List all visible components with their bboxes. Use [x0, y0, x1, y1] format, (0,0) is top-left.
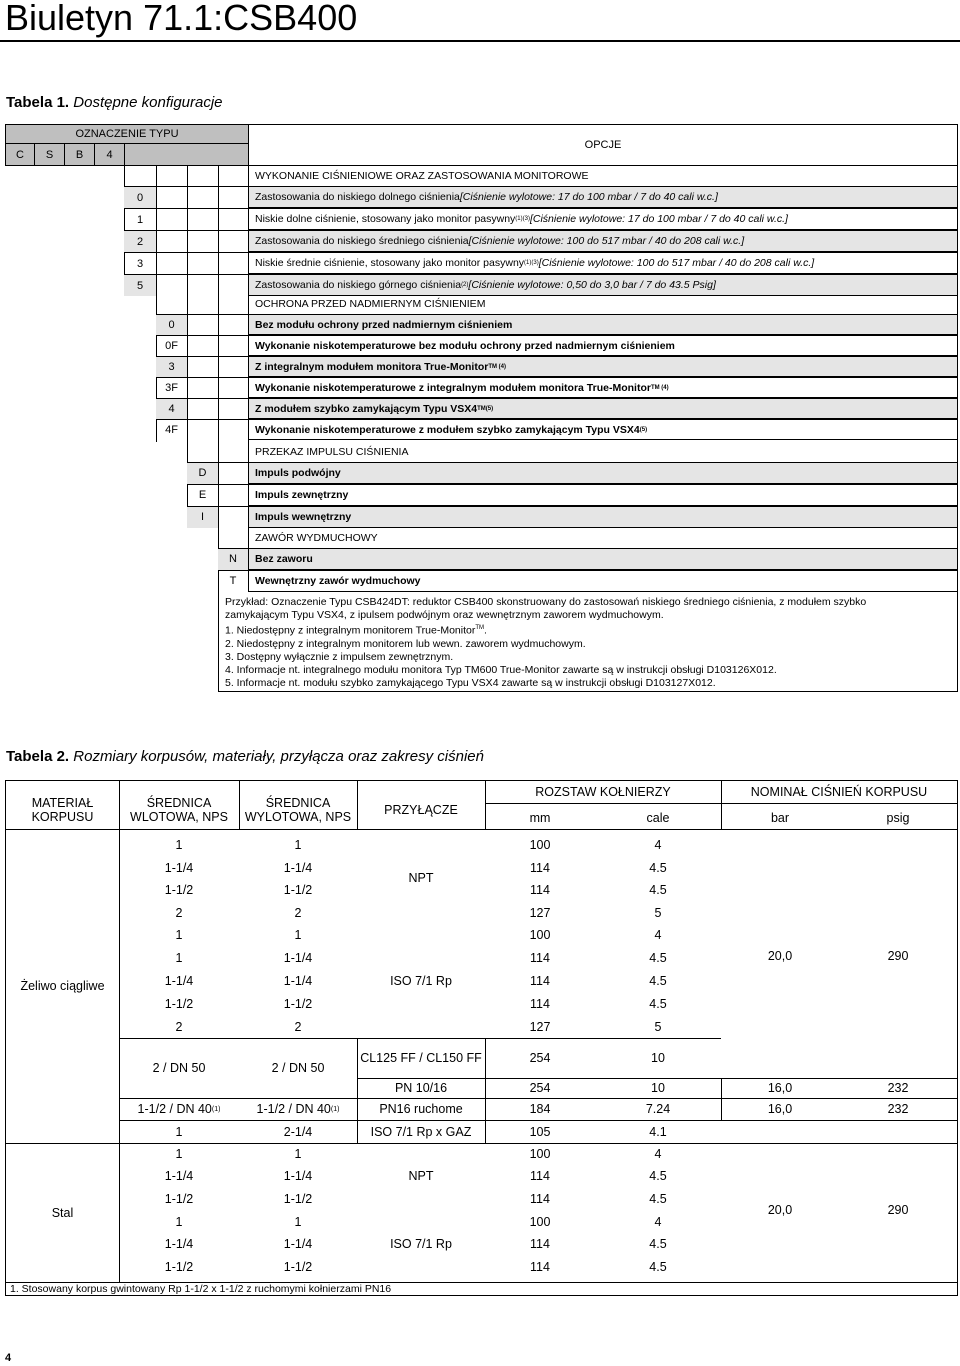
- table2-cell-inlet: 1-1/4: [164, 973, 194, 988]
- flange-in-dn50: 10: [651, 1051, 665, 1065]
- grid-line: [119, 1038, 721, 1039]
- table2-cell-inlet: 1: [175, 1147, 183, 1161]
- table2-cell-mm: 100: [529, 837, 551, 852]
- type-letter-s: S: [34, 143, 65, 166]
- rating-bar-pn: 16,0: [767, 1081, 793, 1095]
- table2-cell-in: 5: [654, 905, 662, 920]
- table2-caption-title: Rozmiary korpusów, materiały, przyłącza oraz zakresy ciśnień: [73, 748, 484, 765]
- protection-code: 0: [156, 314, 187, 335]
- outlet-dn50: 2 / DN 50: [271, 1061, 325, 1075]
- grid-line: [124, 252, 248, 253]
- table2-cell-inlet: 1-1/2: [164, 996, 194, 1011]
- table2-cell-mm: 100: [529, 1215, 551, 1229]
- header-inches: cale: [646, 810, 670, 825]
- page-number: 4: [5, 1352, 12, 1364]
- rating-bar-pn16: 16,0: [767, 1102, 793, 1116]
- protection-option: Wykonanie niskotemperaturowe z integralnym modułem monitora True-Monitor TM (4): [248, 377, 958, 398]
- rating-psig-pn16: 232: [887, 1102, 909, 1116]
- inlet-pn16: 1-1/2 / DN 40 (1): [137, 1102, 221, 1116]
- rating-bar-steel: 20,0: [767, 1203, 793, 1217]
- application-option: Zastosowania do niskiego górnego ciśnienia (2) [Ciśnienie wylotowe: 0,50 do 3,0 bar / 7 do 43.5 Psig]: [248, 274, 958, 296]
- grid-line: [156, 377, 248, 378]
- application-code: 2: [124, 230, 156, 252]
- grid-line: [124, 274, 248, 275]
- protection-code: 3: [156, 356, 187, 377]
- flange-in-gaz: 4.1: [649, 1124, 667, 1139]
- table2-caption: [6, 748, 484, 765]
- impulse-code: I: [187, 506, 218, 528]
- table2-cell-mm: 114: [530, 973, 550, 988]
- table2-cell-inlet: 1-1/4: [164, 860, 194, 875]
- section-overpressure-protection: OCHRONA PRZED NADMIERNYM CIŚNIENIEM: [255, 298, 486, 310]
- table2: [5, 780, 958, 1296]
- grid-line: [119, 1143, 957, 1144]
- header-rating: NOMINAŁ CIŚNIEŃ KORPUSU: [750, 784, 928, 799]
- grid-line: [357, 1078, 957, 1079]
- table2-cell-mm: 100: [529, 1147, 551, 1161]
- flange-in-pn: 10: [651, 1081, 665, 1095]
- type-letter-4: 4: [94, 143, 125, 166]
- relief-option: Bez zaworu: [248, 548, 958, 570]
- table2-cell-outlet: 1-1/2: [283, 1260, 313, 1274]
- flange-mm-dn50: 254: [529, 1051, 551, 1065]
- flange-mm-pn16: 184: [529, 1102, 551, 1116]
- rating-psig-iron: 290: [887, 948, 909, 963]
- table2-cell-outlet: 1-1/4: [283, 860, 313, 875]
- example-line-1: Przykład: Oznaczenie Typu CSB424DT: reduktor CSB400 skonstruowany do zastosowań niskiego średniego ciśnienia, z modułem szybko: [225, 596, 867, 608]
- table2-cell-outlet: 1-1/2: [283, 1192, 313, 1206]
- page-title: Biuletyn 71.1:CSB400: [5, 0, 358, 38]
- grid-line: [156, 419, 248, 420]
- table2-cell-mm: 100: [529, 927, 551, 942]
- options-header: OPCJE: [248, 124, 958, 166]
- relief-option: Wewnętrzny zawór wydmuchowy: [248, 570, 958, 592]
- table2-footnote: 1. Stosowany korpus gwintowany Rp 1-1/2 x 1-1/2 z ruchomymi kołnierzami PN16: [10, 1283, 392, 1295]
- table2-cell-outlet: 1: [294, 1147, 302, 1161]
- table2-cell-mm: 114: [530, 882, 550, 897]
- grid-line: [485, 1038, 486, 1143]
- application-code: 5: [124, 274, 156, 296]
- grid-line: [124, 230, 248, 231]
- grid-line: [156, 398, 248, 399]
- conn-npt-steel: NPT: [408, 1169, 434, 1183]
- table2-cell-mm: 114: [530, 1169, 550, 1183]
- impulse-code: E: [198, 489, 207, 501]
- protection-option: Bez modułu ochrony przed nadmiernym ciśnieniem: [248, 314, 958, 335]
- table2-cell-inlet: 1: [175, 1215, 183, 1229]
- title-rule: [0, 40, 960, 42]
- flange-mm-pn: 254: [529, 1081, 551, 1095]
- section-relief-valve: ZAWÓR WYDMUCHOWY: [255, 532, 378, 544]
- header-psig: psig: [886, 810, 910, 825]
- table2-cell-mm: 114: [530, 1260, 550, 1274]
- section-pressure-applications: WYKONANIE CIŚNIENIOWE ORAZ ZASTOSOWANIA MONITOROWE: [255, 170, 589, 182]
- application-option: Zastosowania do niskiego średniego ciśnienia [Ciśnienie wylotowe: 100 do 517 mbar / 40 do 208 cali w.c.]: [248, 230, 958, 252]
- table2-cell-in: 4.5: [649, 1260, 667, 1274]
- table2-cell-inlet: 2: [175, 1019, 183, 1034]
- conn-iso-gaz: ISO 7/1 Rp x GAZ: [370, 1124, 472, 1139]
- table2-cell-in: 4.5: [649, 1192, 667, 1206]
- note-5: 5. Informacje nt. modułu szybko zamykającego Typu VSX4 zawarte są w instrukcji obsługi D103127X012.: [225, 676, 716, 689]
- outlet-pn16: 1-1/2 / DN 40 (1): [256, 1102, 340, 1116]
- table2-cell-mm: 114: [530, 996, 550, 1011]
- relief-code: N: [218, 548, 248, 570]
- grid-line: [721, 781, 722, 829]
- grid-line: [721, 1078, 722, 1120]
- grid-line: [6, 829, 957, 830]
- section-pressure-impulse: PRZEKAZ IMPULSU CIŚNIENIA: [255, 446, 409, 458]
- grid-line: [485, 803, 957, 804]
- table2-cell-in: 4: [654, 1147, 662, 1161]
- table2-cell-mm: 114: [530, 1192, 550, 1206]
- table2-cell-outlet: 1: [294, 1215, 302, 1229]
- table2-cell-inlet: 1-1/4: [164, 1237, 194, 1251]
- table1-caption: [6, 94, 223, 111]
- table2-cell-in: 4.5: [649, 882, 667, 897]
- table2-caption-number: Tabela 2.: [6, 748, 70, 765]
- table2-cell-mm: 114: [530, 860, 550, 875]
- grid-line: [119, 1098, 957, 1099]
- rating-psig-pn: 232: [887, 1081, 909, 1095]
- header-connection: PRZYŁĄCZE: [384, 803, 458, 817]
- type-letter-b: B: [64, 143, 95, 166]
- grid-line: [187, 506, 248, 507]
- grid-line: [218, 570, 248, 571]
- inlet-gaz: 1: [175, 1124, 183, 1139]
- table1-notes: [218, 592, 958, 692]
- header-material: MATERIAŁ KORPUSU: [31, 796, 94, 824]
- protection-option: Wykonanie niskotemperaturowe bez modułu ochrony przed nadmiernym ciśnieniem: [248, 335, 958, 356]
- protection-option: Z modułem szybko zamykającym Typu VSX4 TM(5): [248, 398, 958, 419]
- protection-code: 4: [156, 398, 187, 419]
- note-3: 3. Dostępny wyłącznie z impulsem zewnętrznym.: [225, 650, 454, 663]
- table2-cell-outlet: 1: [294, 927, 302, 942]
- table2-cell-outlet: 1: [294, 837, 302, 852]
- protection-option: Z integralnym modułem monitora True-Monitor TM (4): [248, 356, 958, 377]
- table2-cell-in: 5: [654, 1019, 662, 1034]
- application-option: Niskie dolne ciśnienie, stosowany jako monitor pasywny (1)(3) [Ciśnienie wylotowe: 17 do 100 mbar / 7 do 40 cali w.c.]: [248, 208, 958, 230]
- grid-line: [485, 781, 486, 829]
- flange-mm-gaz: 105: [529, 1124, 551, 1139]
- protection-code: 0F: [165, 339, 178, 352]
- table2-cell-mm: 127: [529, 905, 551, 920]
- note-4: 4. Informacje nt. integralnego modułu monitora Typ TM600 True-Monitor zawarte są w instrukcji obsługi D103126X012.: [225, 663, 777, 676]
- type-designation-header: OZNACZENIE TYPU: [5, 124, 249, 144]
- grid-line: [119, 833, 120, 1078]
- grid-line: [119, 781, 120, 829]
- table2-cell-in: 4.5: [649, 1169, 667, 1183]
- table2-cell-outlet: 1-1/2: [283, 996, 313, 1011]
- material-steel: Stal: [51, 1205, 74, 1220]
- protection-code: 4F: [165, 423, 178, 436]
- table2-cell-inlet: 1: [175, 950, 183, 965]
- table2-cell-mm: 127: [529, 1019, 551, 1034]
- application-code: 1: [124, 208, 156, 230]
- note-1: 1. Niedostępny z integralnym monitorem True-Monitor™.: [225, 624, 487, 637]
- conn-cl-flange: CL125 FF / CL150 FF: [360, 1051, 482, 1065]
- header-outlet: ŚREDNICA WYLOTOWA, NPS: [244, 796, 352, 824]
- impulse-option: Impuls wewnętrzny: [248, 506, 958, 528]
- conn-iso: ISO 7/1 Rp: [390, 973, 452, 988]
- table2-cell-mm: 114: [530, 1237, 550, 1251]
- grid-line: [156, 356, 248, 357]
- note-2: 2. Niedostępny z integralnym monitorem lub wewn. zaworem wydmuchowym.: [225, 637, 586, 650]
- header-bar: bar: [770, 810, 790, 825]
- conn-iso-steel: ISO 7/1 Rp: [390, 1237, 452, 1251]
- header-flange: ROZSTAW KOŁNIERZY: [535, 784, 671, 799]
- conn-pn16: PN16 ruchome: [379, 1102, 463, 1116]
- table2-cell-inlet: 1: [175, 927, 183, 942]
- relief-code: T: [229, 575, 237, 587]
- application-code: 3: [124, 252, 156, 274]
- protection-option: Wykonanie niskotemperaturowe z modułem szybko zamykającym Typu VSX4 (5): [248, 419, 958, 440]
- rating-bar-iron: 20,0: [767, 948, 793, 963]
- type-letter-c: C: [5, 143, 35, 166]
- table2-cell-in: 4.5: [649, 950, 667, 965]
- grid-line: [187, 484, 248, 485]
- conn-npt: NPT: [408, 871, 434, 885]
- grid-line: [156, 314, 248, 315]
- type-blank-header: [124, 143, 249, 166]
- table2-cell-inlet: 1-1/2: [164, 1192, 194, 1206]
- grid-line: [156, 335, 248, 336]
- header-inlet: ŚREDNICA WLOTOWA, NPS: [130, 796, 228, 824]
- grid-line: [119, 1120, 957, 1121]
- table2-cell-inlet: 1-1/4: [164, 1169, 194, 1183]
- inlet-dn50: 2 / DN 50: [152, 1061, 206, 1075]
- table2-cell-outlet: 2: [294, 905, 302, 920]
- application-code: 0: [124, 186, 156, 208]
- grid-line: [218, 548, 248, 549]
- table2-cell-outlet: 1-1/4: [283, 1237, 313, 1251]
- table2-cell-inlet: 1: [175, 837, 183, 852]
- application-option: Zastosowania do niskiego dolnego ciśnienia [Ciśnienie wylotowe: 17 do 100 mbar / 7 do 40 cali w.c.]: [248, 186, 958, 208]
- table2-cell-inlet: 1-1/2: [164, 1260, 194, 1274]
- table1-caption-title: Dostępne konfiguracje: [73, 94, 223, 111]
- header-mm: mm: [529, 810, 551, 825]
- table2-cell-outlet: 2: [294, 1019, 302, 1034]
- table2-cell-outlet: 1-1/4: [283, 1169, 313, 1183]
- flange-in-pn16: 7.24: [645, 1102, 671, 1116]
- grid-line: [124, 186, 248, 187]
- impulse-code: D: [187, 462, 218, 484]
- table2-cell-in: 4.5: [649, 996, 667, 1011]
- application-option: Niskie średnie ciśnienie, stosowany jako monitor pasywny (1)(3) [Ciśnienie wylotowe: 100 do 517 mbar / 40 do 208 cali w.c.]: [248, 252, 958, 274]
- grid-line: [357, 781, 358, 829]
- grid-line: [239, 781, 240, 829]
- table2-cell-outlet: 1-1/4: [283, 973, 313, 988]
- impulse-option: Impuls zewnętrzny: [248, 484, 958, 506]
- table2-cell-in: 4.5: [649, 973, 667, 988]
- table1-caption-number: Tabela 1.: [6, 94, 70, 111]
- rating-psig-steel: 290: [887, 1203, 909, 1217]
- conn-pn1016: PN 10/16: [394, 1081, 448, 1095]
- table2-cell-in: 4: [654, 837, 662, 852]
- impulse-option: Impuls podwójny: [248, 462, 958, 484]
- material-ductile-iron: Żeliwo ciągliwe: [20, 979, 105, 993]
- table2-cell-outlet: 1-1/4: [283, 950, 313, 965]
- table2-cell-in: 4: [654, 1215, 662, 1229]
- table2-cell-outlet: 1-1/2: [283, 882, 313, 897]
- grid-line: [187, 462, 248, 463]
- table2-cell-in: 4.5: [649, 860, 667, 875]
- table2-cell-in: 4: [654, 927, 662, 942]
- protection-code: 3F: [165, 381, 178, 394]
- table2-cell-inlet: 2: [175, 905, 183, 920]
- example-line-2: zamykającym Typu VSX4, z ipulsem podwójnym oraz wewnętrznym zaworem wydmuchowym.: [225, 609, 664, 621]
- grid-line: [357, 1038, 358, 1143]
- table2-cell-inlet: 1-1/2: [164, 882, 194, 897]
- table2-cell-in: 4.5: [649, 1237, 667, 1251]
- table2-cell-mm: 114: [530, 950, 550, 965]
- outlet-gaz: 2-1/4: [283, 1124, 313, 1139]
- grid-line: [124, 208, 248, 209]
